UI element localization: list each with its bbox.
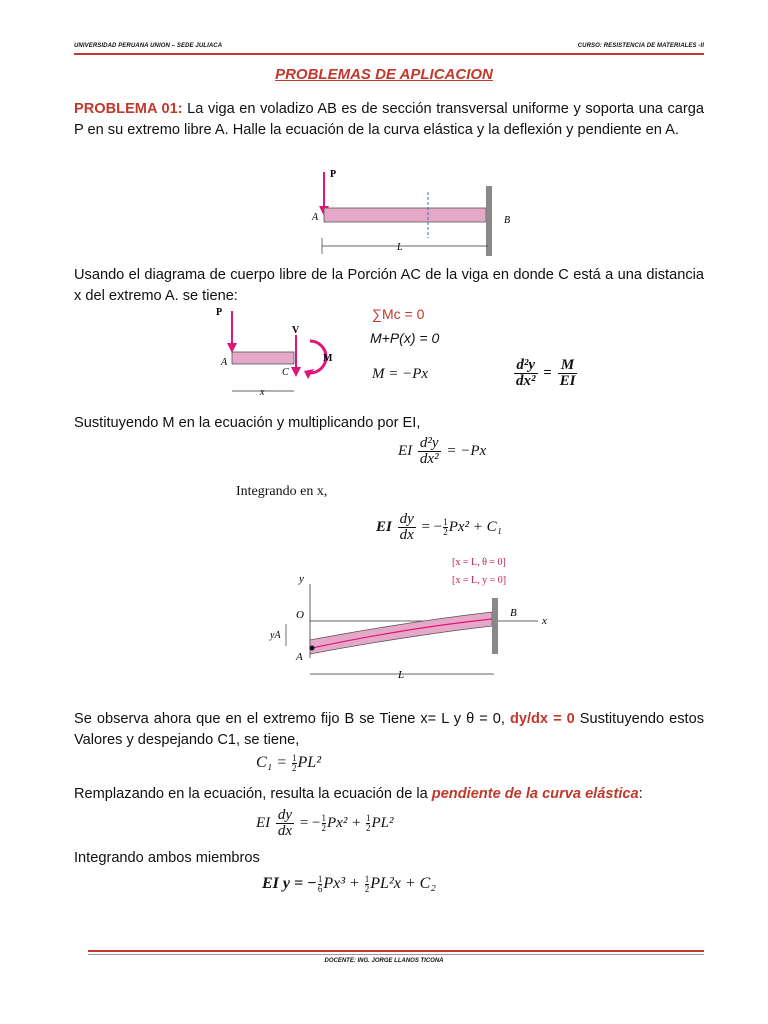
eq-moment: M = −Px xyxy=(372,366,429,382)
eq-ei-first: EI $\frac{dy}{dx}$ = − $\frac{1}{2}$ Px² + C₁ xyxy=(376,511,502,543)
load-arrow xyxy=(227,343,237,353)
fbd-beam xyxy=(232,352,294,364)
fixed-support xyxy=(492,598,498,654)
free-end-label: A xyxy=(296,651,303,663)
problem-label: PROBLEMA 01: xyxy=(74,101,183,117)
slope-zero-condition: dy/dx = 0 xyxy=(509,711,575,727)
fbd-point-c: C xyxy=(282,367,289,378)
origin-label: O xyxy=(296,609,304,621)
boundary-condition-deflection: [x = L, y = 0] xyxy=(452,575,507,586)
slope-curve-phrase: pendiente de la curva elástica xyxy=(431,786,639,802)
eq-curvature: $\frac{\text{d²y}}{\text{dx²}}$ = $\frac{M}{EI}$ xyxy=(516,357,576,389)
page-title: PROBLEMAS DE APLICACION xyxy=(275,66,493,83)
paragraph-boundary: Se observa ahora que en el extremo fijo B se Tiene x= L y θ = 0, dy/dx = 0 Sustituyendo estos Valores y despejando C1, se tiene, xyxy=(74,711,704,748)
eq-deflection: EI y = − $\frac{1}{6}$ Px³ + $\frac{1}{2}$ PL²x + C₂ xyxy=(262,874,436,894)
deflection-figure xyxy=(266,568,558,686)
paragraph-free-body: Usando el diagrama de cuerpo libre de la Porción AC de la viga en donde C está a una distancia x del extremo A. se tiene: xyxy=(74,267,704,304)
problem-text: La viga en voladizo AB es de sección transversal uniforme y soporta una carga P en su extremo libre A. Halle la ecuación de la curva elástica y la deflexión y pendiente en A. xyxy=(74,101,704,138)
eq-moment-balance: M+P(x) = 0 xyxy=(370,330,440,346)
header-right: CURSO: RESISTENCIA DE MATERIALES -II xyxy=(577,43,704,49)
span-label: L xyxy=(398,669,405,681)
point-b-label: B xyxy=(504,215,511,226)
footer-text: DOCENTE: ING. JORGE LLANOS TICONA xyxy=(324,958,444,964)
footer-rule xyxy=(88,950,704,952)
fbd-point-a: A xyxy=(221,357,228,368)
wall xyxy=(486,186,492,256)
fbd-load-label: P xyxy=(216,307,223,318)
deflection-label: yA xyxy=(270,630,281,641)
integrating-label: Integrando en x, xyxy=(236,484,328,499)
free-body-figure xyxy=(212,305,342,405)
load-label: P xyxy=(330,169,337,180)
header-left: UNIVERSIDAD PERUANA UNION – SEDE JULIACA xyxy=(74,43,223,49)
paragraph-slope: Remplazando en la ecuación, resulta la ecuación de la pendiente de la curva elástica: xyxy=(74,786,643,802)
eq-c1: C₁ = $\frac{1}{2}$ PL² xyxy=(256,753,321,773)
beam xyxy=(324,208,486,222)
fbd-x-label: x xyxy=(260,387,265,398)
support-label: B xyxy=(510,607,517,619)
shear-arrow xyxy=(291,367,301,377)
eq-ei-second: EI $\frac{\text{d²y}}{\text{dx²}}$ = −Px xyxy=(398,435,487,467)
eq-moment-sum: ∑Mc = 0 xyxy=(372,306,425,322)
cantilever-figure xyxy=(310,168,520,260)
deflected-beam xyxy=(310,612,492,654)
header-rule xyxy=(74,53,704,55)
x-axis-label: x xyxy=(542,615,547,627)
eq-slope: EI $\frac{dy}{dx}$ = − $\frac{1}{2}$ Px² + $\frac{1}{2}$ PL² xyxy=(256,807,394,839)
moment-label: M xyxy=(323,353,333,364)
paragraph-substitution: Sustituyendo M en la ecuación y multiplicando por EI, xyxy=(74,415,421,431)
y-axis-label: y xyxy=(299,573,304,585)
shear-label: V xyxy=(292,325,300,336)
point-a-label: A xyxy=(312,212,319,223)
boundary-condition-slope: [x = L, θ = 0] xyxy=(452,557,506,568)
length-label: L xyxy=(397,242,403,253)
paragraph-integrate: Integrando ambos miembros xyxy=(74,850,260,866)
problem-statement xyxy=(74,99,704,141)
